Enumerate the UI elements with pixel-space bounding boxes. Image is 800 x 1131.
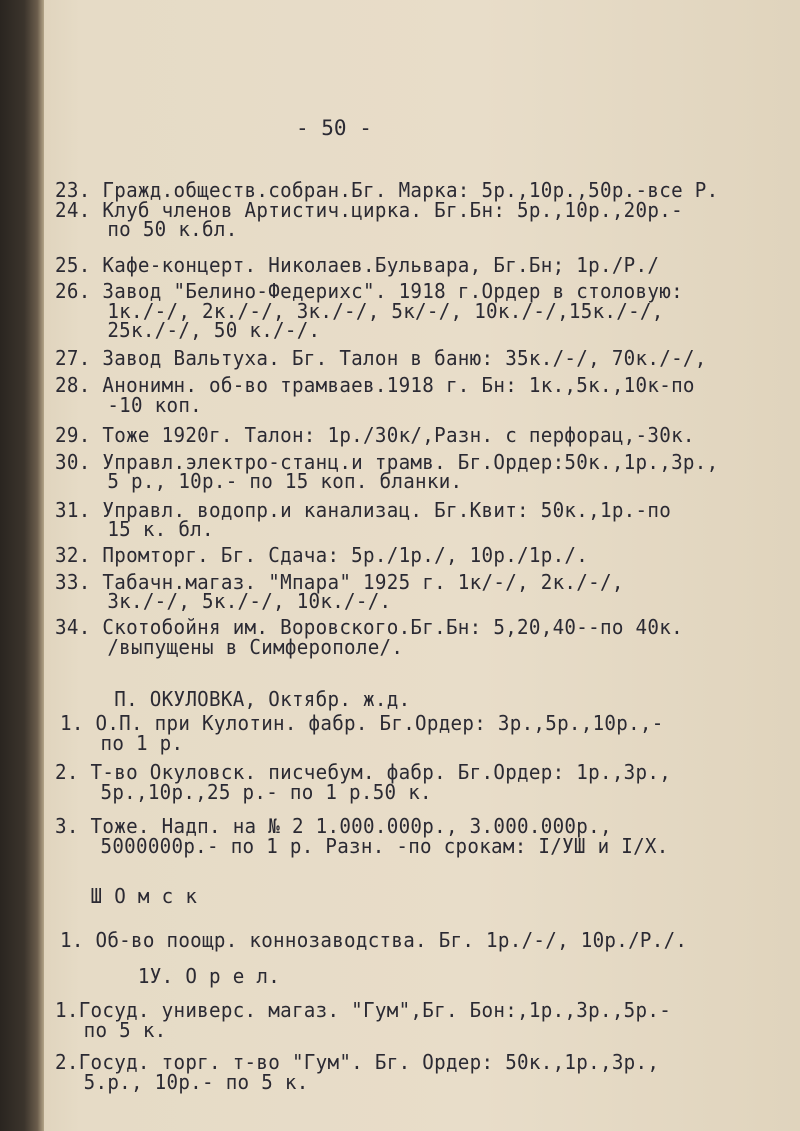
- typed-line: 28. Анонимн. об-во трамваев.1918 г. Бн: 1к.,5к.,10к-по: [55, 373, 695, 397]
- typed-line: 26. Завод "Белино-Федерихс". 1918 г.Ордер в столовую:: [55, 279, 683, 303]
- typed-line: 5000000р.- по 1 р. Разн. -по срокам: I/УШ и I/Х.: [65, 834, 669, 858]
- typed-line: 1. Об-во поощр. коннозаводства. Бг. 1р./-/, 10р./Р./.: [60, 928, 688, 952]
- typed-line: 1. О.П. при Кулотин. фабр. Бг.Ордер: 3р.,5р.,10р.,-: [60, 711, 664, 735]
- typed-line: 2. Т-во Окуловск. писчебум. фабр. Бг.Ордер: 1р.,3р.,: [55, 760, 672, 784]
- typed-line: 34. Скотобойня им. Воровского.Бг.Бн: 5,20,40--по 40к.: [55, 615, 683, 639]
- typed-line: 3. Тоже. Надп. на № 2 1.000.000р., 3.000.000р.,: [55, 814, 612, 838]
- typed-line: 24. Клуб членов Артистич.цирка. Бг.Бн: 5р.,10р.,20р.-: [55, 198, 683, 222]
- typed-line: 25. Кафе-концерт. Николаев.Бульвара, Бг.Бн; 1р./Р./: [55, 253, 660, 277]
- typed-line: 2.Госуд. торг. т-во "Гум". Бг. Ордер: 50к.,1р.,3р.,: [55, 1050, 660, 1074]
- typed-line: 23. Гражд.обществ.собран.Бг. Марка: 5р.,10р.,50р.-все Р.: [55, 178, 719, 202]
- typed-line: 5.р., 10р.- по 5 к.: [60, 1070, 309, 1094]
- typed-line: 3к./-/, 5к./-/, 10к./-/.: [60, 589, 392, 613]
- typed-line: 15 к. бл.: [60, 517, 214, 541]
- book-binding-edge: [0, 0, 44, 1131]
- typed-line: по 50 к.бл.: [60, 217, 238, 241]
- typed-line: -10 коп.: [60, 393, 203, 417]
- typed-line: 29. Тоже 1920г. Талон: 1р./30к/,Разн. с перфорац,-30к.: [55, 423, 695, 447]
- typed-line: 25к./-/, 50 к./-/.: [60, 318, 321, 342]
- typed-line: Ш О м с к: [55, 884, 198, 908]
- typed-line: по 1 р.: [65, 731, 184, 755]
- typed-line: 1.Госуд. универс. магаз. "Гум",Бг. Бон:,1р.,3р.,5р.-: [55, 998, 672, 1022]
- typed-line: 5р.,10р.,25 р.- по 1 р.50 к.: [65, 780, 432, 804]
- typed-line: 33. Табачн.магаз. "Мпара" 1925 г. 1к/-/, 2к./-/,: [55, 570, 624, 594]
- typed-line: по 5 к.: [60, 1018, 167, 1042]
- page-number: - 50 -: [296, 116, 372, 140]
- typed-line: 31. Управл. водопр.и канализац. Бг.Квит: 50к.,1р.-по: [55, 498, 672, 522]
- typed-line: 27. Завод Вальтуха. Бг. Талон в баню: 35к./-/, 70к./-/,: [55, 346, 707, 370]
- typed-line: /выпущены в Симферополе/.: [60, 635, 404, 659]
- typed-line: 1У. О р е л.: [55, 964, 281, 988]
- typed-line: 1к./-/, 2к./-/, 3к./-/, 5к/-/, 10к./-/,15к./-/,: [60, 299, 664, 323]
- typed-line: 5 р., 10р.- по 15 коп. бланки.: [60, 469, 463, 493]
- typed-line: 32. Промторг. Бг. Сдача: 5р./1р./, 10р./1р./.: [55, 543, 589, 567]
- typed-line: 30. Управл.электро-станц.и трамв. Бг.Ордер:50к.,1р.,3р.,: [55, 450, 719, 474]
- typed-line: П. ОКУЛОВКА, Октябр. ж.д.: [55, 687, 411, 711]
